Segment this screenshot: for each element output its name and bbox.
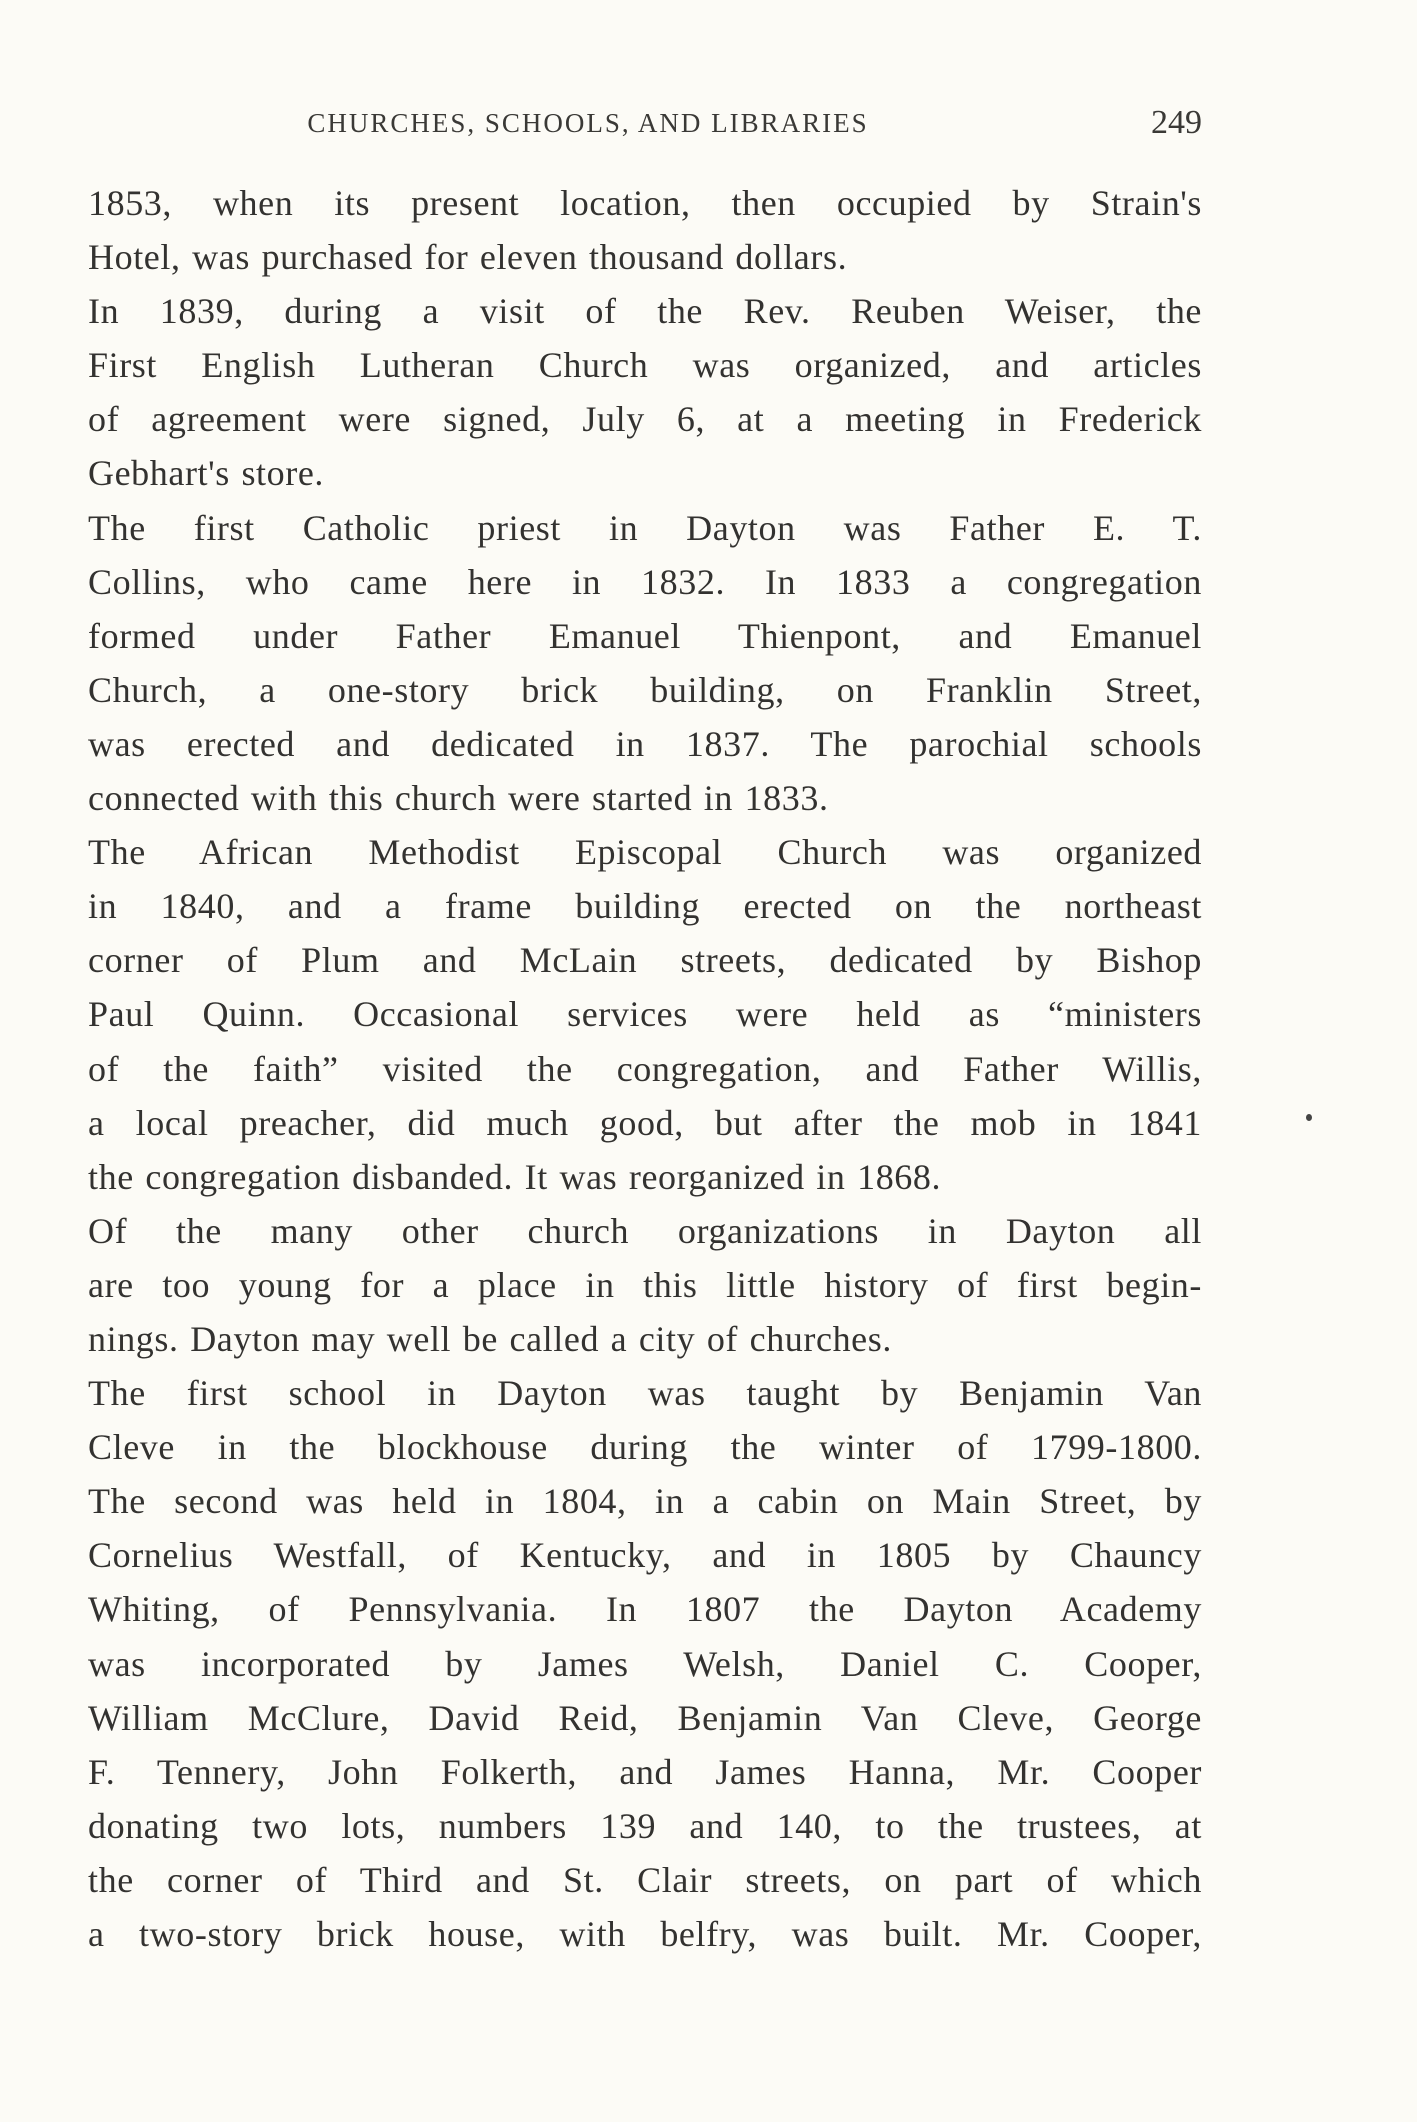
text-line: the congregation disbanded. It was reorganized in 1868. (88, 1156, 942, 1197)
text-line: donating two lots, numbers 139 and 140, to the trustees, at (88, 1805, 1202, 1846)
text-line: Of the many other church organizations in Dayton all (88, 1210, 1202, 1251)
text-line: nings. Dayton may well be called a city of churches. (88, 1318, 892, 1359)
text-line: In 1839, during a visit of the Rev. Reuben Weiser, the (88, 291, 1202, 332)
text-line: Whiting, of Pennsylvania. In 1807 the Dayton Academy (88, 1589, 1202, 1630)
text-line: The first school in Dayton was taught by Benjamin Van (88, 1373, 1202, 1414)
text-line: Paul Quinn. Occasional services were held as “ministers (88, 994, 1202, 1035)
text-line: corner of Plum and McLain streets, dedicated by Bishop (88, 940, 1202, 981)
text-line: connected with this church were started in 1833. (88, 778, 829, 819)
text-line: in 1840, and a frame building erected on the northeast (88, 886, 1202, 927)
text-line: Cleve in the blockhouse during the winter of 1799-1800. (88, 1427, 1202, 1468)
running-title: CHURCHES, SCHOOLS, AND LIBRARIES (307, 108, 869, 138)
text-line: First English Lutheran Church was organized, and articles (88, 345, 1202, 386)
text-line: was incorporated by James Welsh, Daniel C. Cooper, (88, 1643, 1202, 1684)
text-line: the corner of Third and St. Clair streets, on part of which (88, 1859, 1202, 1900)
text-line: of the faith” visited the congregation, and Father Willis, (88, 1048, 1202, 1089)
text-line: of agreement were signed, July 6, at a meeting in Frederick (88, 399, 1202, 440)
text-line: Gebhart's store. (88, 453, 325, 494)
page-header (88, 104, 1202, 144)
text-line: a local preacher, did much good, but after the mob in 1841 (88, 1102, 1202, 1143)
stray-ink-mark (1306, 1114, 1312, 1121)
text-line: a two-story brick house, with belfry, was built. Mr. Cooper, (88, 1914, 1202, 1954)
text-line: are too young for a place in this little history of first begin- (88, 1264, 1202, 1305)
text-line: Hotel, was purchased for eleven thousand dollars. (88, 237, 848, 278)
page-number: 249 (1151, 104, 1202, 141)
text-line: The African Methodist Episcopal Church was organized (88, 832, 1202, 873)
text-line: F. Tennery, John Folkerth, and James Hanna, Mr. Cooper (88, 1751, 1202, 1792)
body-text (88, 176, 1202, 1961)
text-line: Cornelius Westfall, of Kentucky, and in 1805 by Chauncy (88, 1535, 1202, 1576)
text-line: Collins, who came here in 1832. In 1833 a congregation (88, 561, 1202, 602)
text-line: The first Catholic priest in Dayton was Father E. T. (88, 507, 1202, 548)
text-line: William McClure, David Reid, Benjamin Van Cleve, George (88, 1697, 1202, 1738)
text-line: 1853, when its present location, then occupied by Strain's (88, 183, 1202, 223)
text-line: The second was held in 1804, in a cabin on Main Street, by (88, 1481, 1202, 1522)
text-line: was erected and dedicated in 1837. The parochial schools (88, 723, 1202, 764)
text-line: formed under Father Emanuel Thienpont, and Emanuel (88, 615, 1202, 656)
text-line: Church, a one-story brick building, on Franklin Street, (88, 669, 1202, 710)
